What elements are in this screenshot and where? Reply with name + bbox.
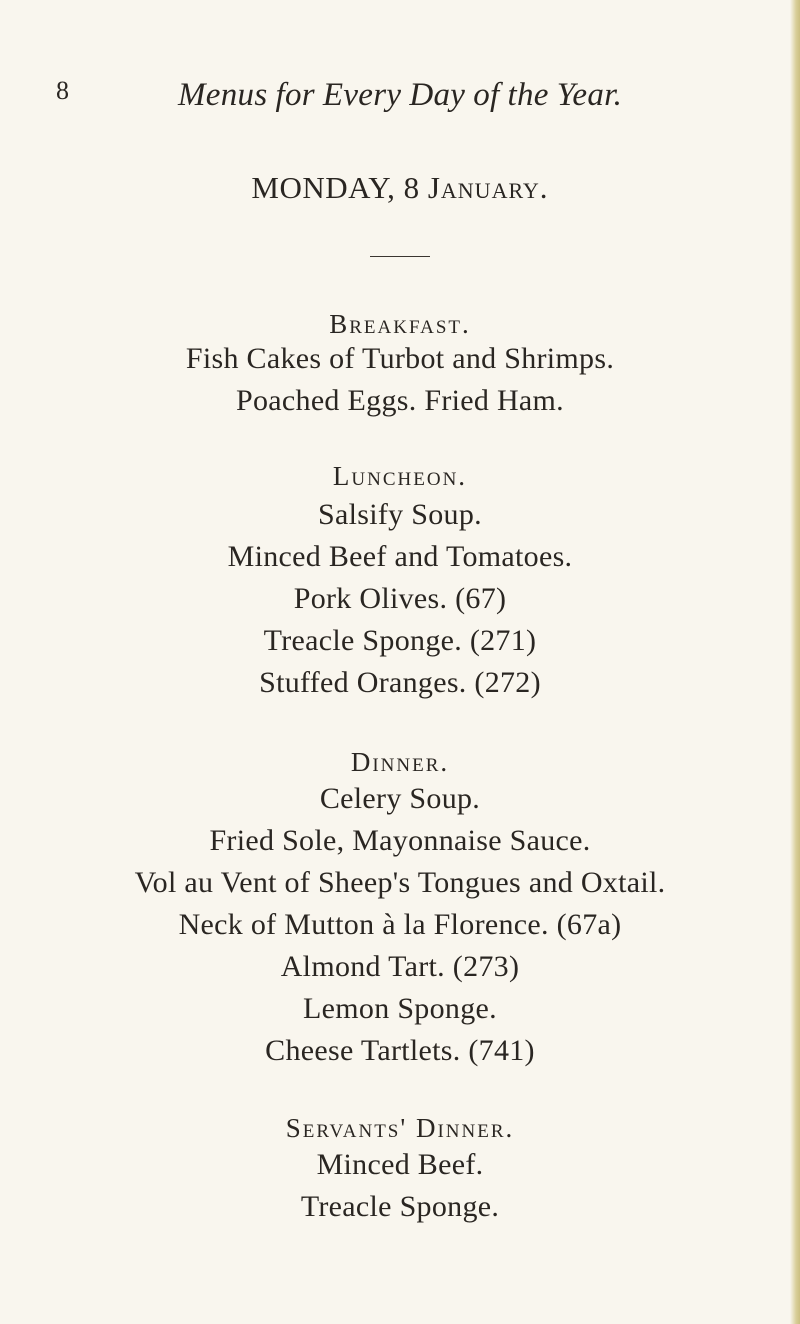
running-head-word: of (473, 77, 500, 113)
day-weekday: MONDAY, (251, 170, 396, 205)
dinner-item: Vol au Vent of Sheep's Tongues and Oxtail. (134, 866, 666, 899)
servants-dinner-item: Minced Beef. (316, 1148, 484, 1181)
luncheon-item: Salsify Soup. (318, 498, 482, 531)
servants-dinner-heading: Servants' Dinner. (285, 1113, 515, 1143)
running-head-word: Every (322, 77, 402, 113)
dinner-item: Almond Tart. (273) (280, 950, 520, 983)
dinner-item: Lemon Sponge. (303, 992, 497, 1025)
dinner-heading: Dinner. (350, 747, 450, 777)
dinner-item: Cheese Tartlets. (741) (265, 1034, 535, 1067)
page-number: 8 (56, 76, 69, 105)
luncheon-item: Treacle Sponge. (271) (263, 624, 537, 657)
running-head-word: the (507, 77, 549, 113)
luncheon-heading: Luncheon. (332, 461, 468, 491)
luncheon-item: Minced Beef and Tomatoes. (227, 540, 573, 573)
page-edge-shadow (790, 0, 800, 1324)
luncheon-item: Stuffed Oranges. (272) (259, 666, 541, 699)
breakfast-item: Poached Eggs. Fried Ham. (236, 384, 564, 417)
running-head-word: Day (409, 77, 466, 113)
luncheon-item: Pork Olives. (67) (293, 582, 507, 615)
running-head-word: Year. (556, 77, 623, 113)
day-month: January. (427, 170, 549, 205)
running-head-word: Menus (178, 77, 268, 113)
servants-dinner-item: Treacle Sponge. (300, 1190, 500, 1223)
dinner-item: Celery Soup. (319, 782, 481, 815)
day-date: 8 (403, 170, 420, 205)
breakfast-item: Fish Cakes of Turbot and Shrimps. (185, 342, 615, 375)
day-title (0, 170, 800, 206)
running-head (178, 76, 630, 114)
dinner-item: Neck of Mutton à la Florence. (67a) (178, 908, 622, 941)
title-divider (370, 256, 430, 257)
running-head-word: for (275, 77, 315, 113)
dinner-item: Fried Sole, Mayonnaise Sauce. (209, 824, 591, 857)
breakfast-heading: Breakfast. (329, 309, 471, 339)
